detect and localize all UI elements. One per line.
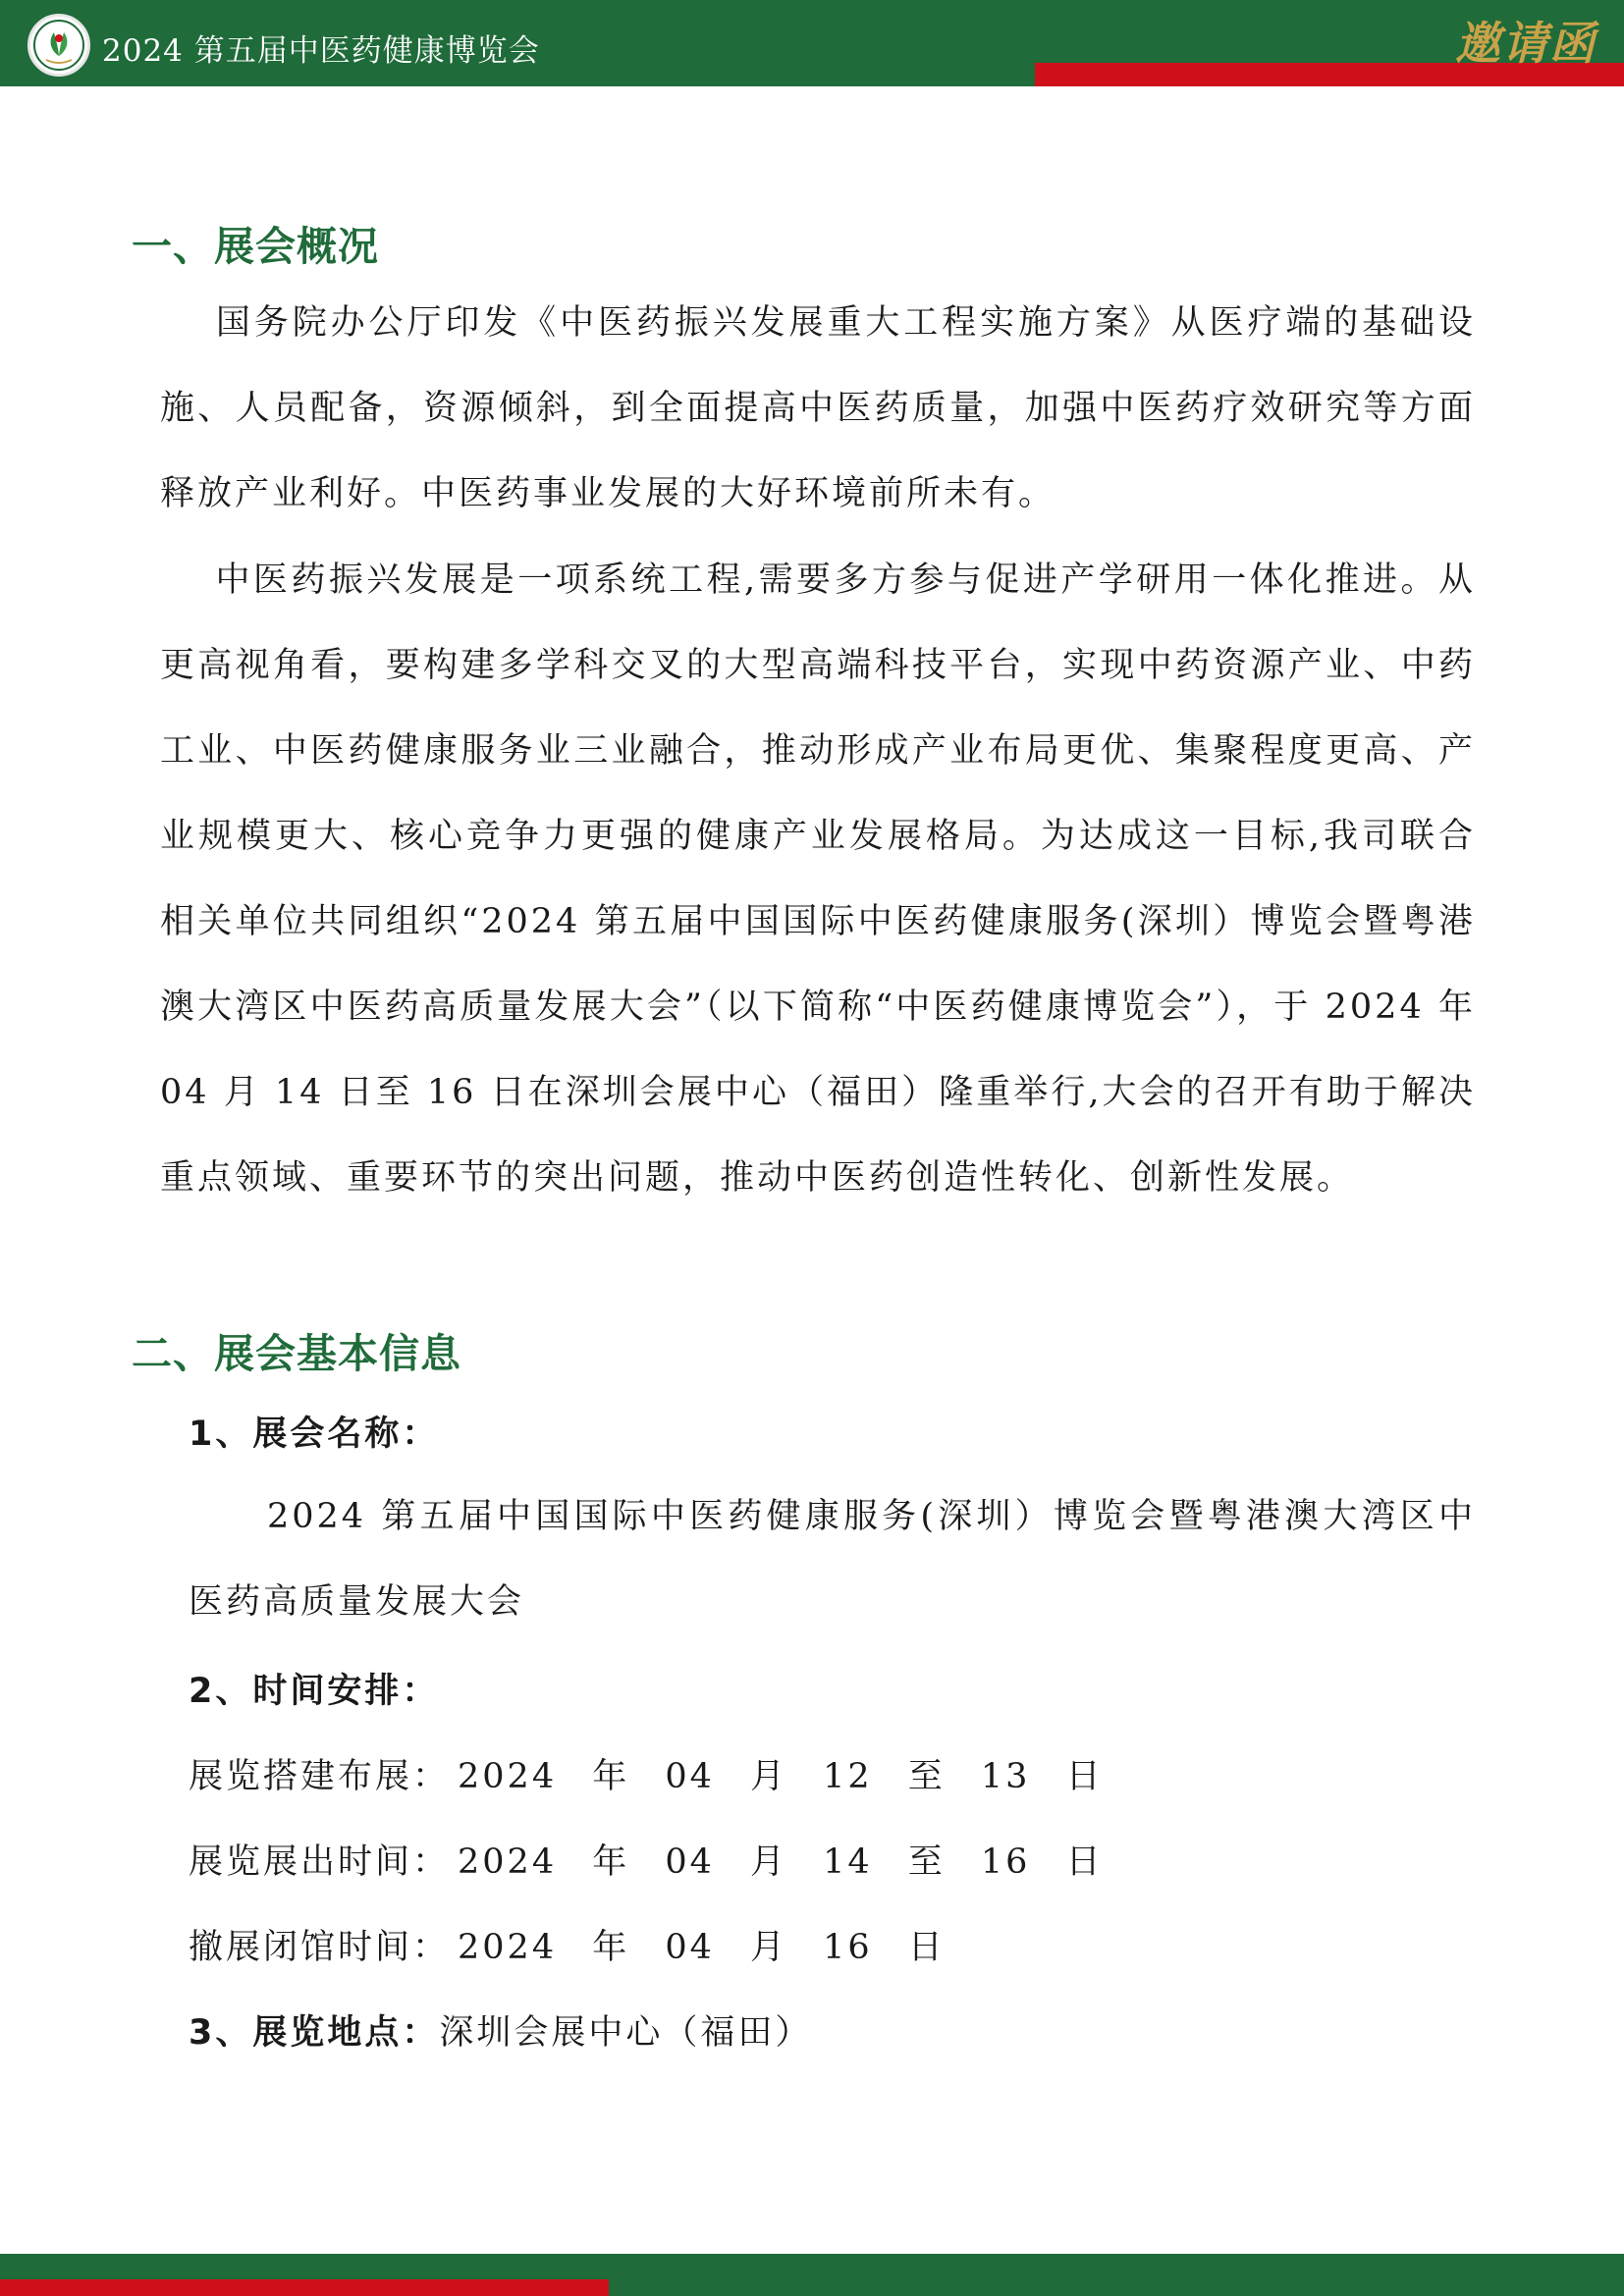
schedule-row-setup bbox=[189, 1749, 1104, 1798]
schedule-row-teardown bbox=[189, 1920, 946, 1969]
expo-name-value: 2024 第五届中国国际中医药健康服务(深圳）博览会暨粤港澳大湾区中医药高质量发展大会 bbox=[189, 1497, 1476, 1622]
section-heading-basic-info: 二、展会基本信息 bbox=[132, 1330, 461, 1377]
schedule-row-value: 2024 年 04 月 12 至 13 日 bbox=[458, 1757, 1104, 1796]
section-heading-overview: 一、展会概况 bbox=[132, 223, 379, 270]
invitation-mark: 邀请函 bbox=[1455, 17, 1597, 70]
overview-paragraph-1 bbox=[160, 281, 1476, 537]
expo-name-label: 1、展会名称： bbox=[189, 1415, 440, 1454]
venue-label: 3、展览地点： bbox=[189, 2013, 440, 2053]
schedule-label: 2、时间安排： bbox=[189, 1672, 440, 1711]
overview-paragraph-2-text: 中医药振兴发展是一项系统工程,需要多方参与促进产学研用一体化推进。从更高视角看，要构建多学科交叉的大型高端科技平台，实现中药资源产业、中药工业、中医药健康服务业三业融合，推动形成产业布局更优、集聚程度更高、产业规模更大、核心竞争力更强的健康产业发展格局。为达成这一目标,我司联合相关单位共同组织“2024 第五届中国国际中医药健康服务(深圳）博览会暨粤港澳大湾区中医药高质量发展大会”（以下简称“中医药健康博览会”），于 2024 年 04 月 14 日至 16 日在深圳会展中心（福田）隆重举行,大会的召开有助于解决重点领域、重要环节的突出问题，推动中医药创造性转化、创新性发展。 bbox=[160, 561, 1476, 1198]
schedule-row-label: 展览展出时间： bbox=[189, 1842, 451, 1882]
schedule-row-value: 2024 年 04 月 14 至 16 日 bbox=[458, 1842, 1104, 1882]
venue-row bbox=[189, 2005, 812, 2055]
overview-paragraph-2 bbox=[160, 538, 1476, 1221]
header-title: 2024 第五届中医药健康博览会 bbox=[102, 33, 540, 69]
schedule-row-value: 2024 年 04 月 16 日 bbox=[458, 1928, 946, 1967]
schedule-row-label: 展览搭建布展： bbox=[189, 1757, 451, 1796]
venue-value: 深圳会展中心（福田） bbox=[439, 2013, 813, 2053]
schedule-row-exhibition bbox=[189, 1835, 1104, 1884]
expo-name-paragraph bbox=[189, 1474, 1476, 1645]
footer-red-stripe bbox=[0, 2279, 609, 2296]
tcm-expo-logo-icon bbox=[27, 14, 90, 77]
schedule-row-label: 撤展闭馆时间： bbox=[189, 1928, 451, 1967]
overview-paragraph-1-text: 国务院办公厅印发《中医药振兴发展重大工程实施方案》从医疗端的基础设施、人员配备，资源倾斜，到全面提高中医药质量，加强中医药疗效研究等方面释放产业利好。中医药事业发展的大好环境前所未有。 bbox=[160, 303, 1476, 513]
